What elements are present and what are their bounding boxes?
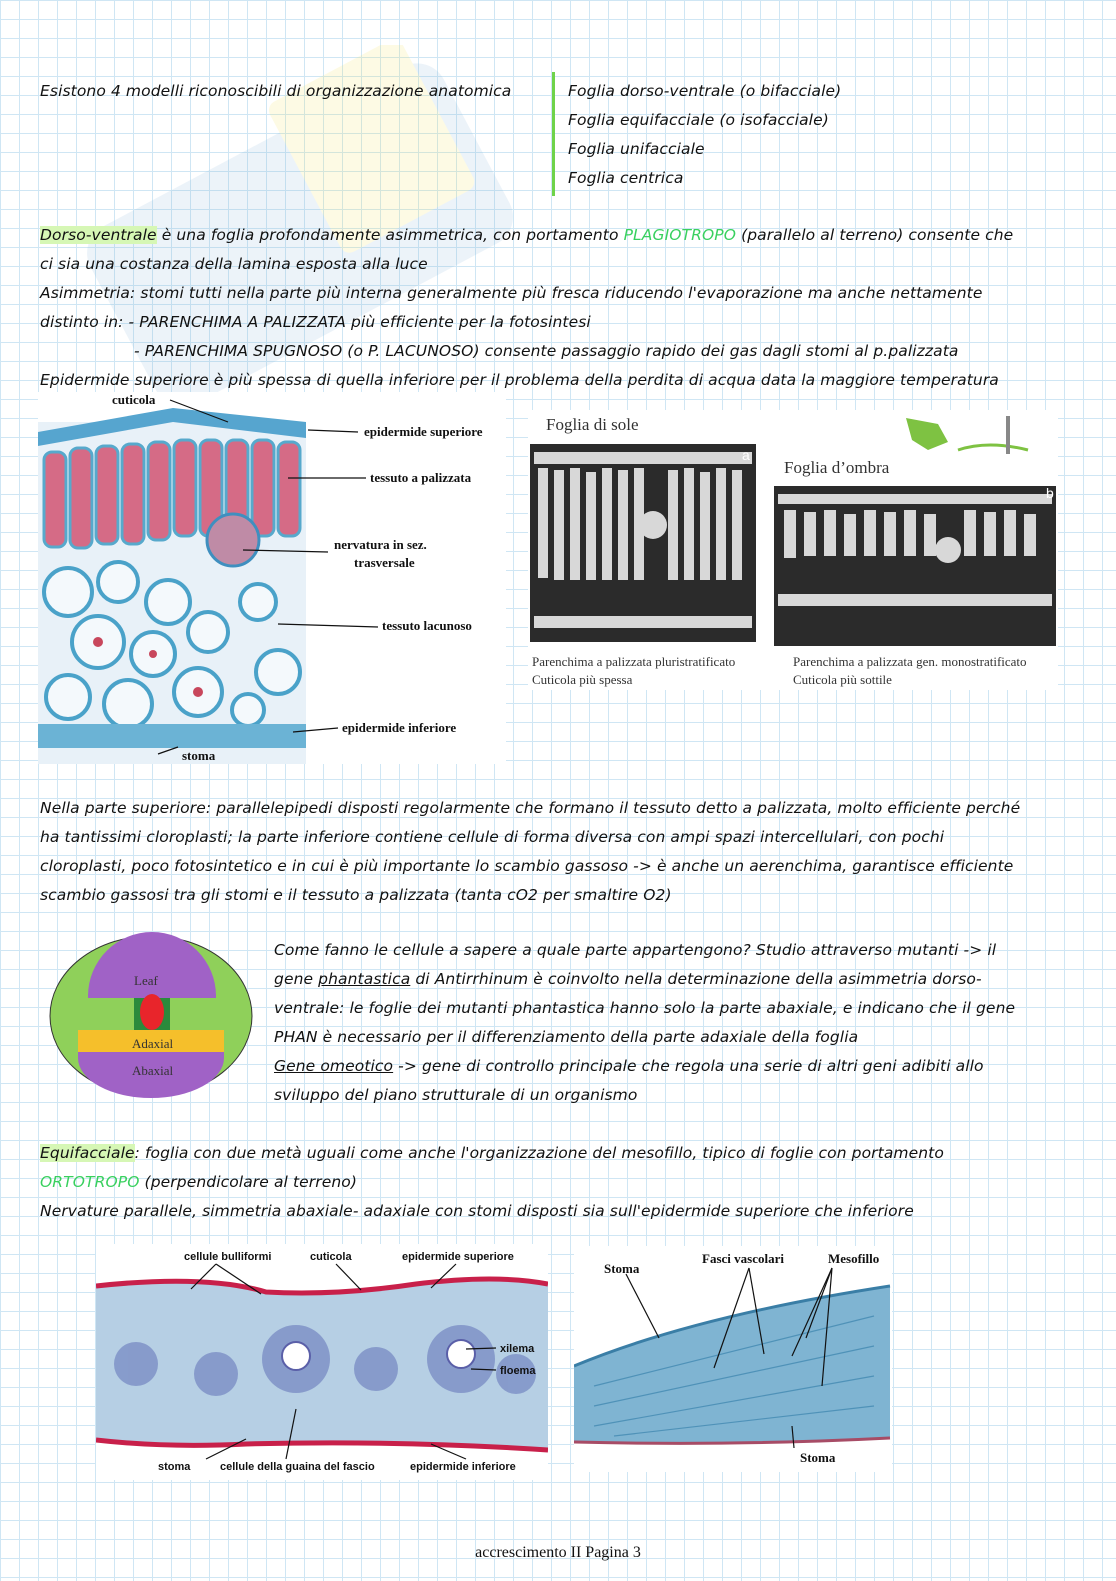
- dorso-line-1: Dorso-ventrale è una foglia profondamente asimmetrica, con portamento PLAGIOTROPO (parallelo al terreno) consente che: [40, 226, 1014, 244]
- equi-line-1: Equifacciale: foglia con due metà uguali come anche l'organizzazione del mesofillo, tipico di foglie con portamento: [40, 1144, 944, 1162]
- fig3-label: cuticola: [310, 1251, 352, 1263]
- sun-caption-1: Parenchima a palizzata pluristratificato: [532, 654, 736, 669]
- figure-sun-shade: [528, 410, 1058, 690]
- fig1-label: tessuto a palizzata: [370, 470, 472, 485]
- mutant-line-3: ventrale: le foglie dei mutanti phantastica hanno solo la parte abaxiale, e indicano che il gene: [274, 999, 1016, 1017]
- figure-mesophyll-section: [574, 1246, 892, 1472]
- mutant-line-5: Gene omeotico -> gene di controllo principale che regola una serie di altri geni adibiti allo: [274, 1057, 984, 1075]
- fig1-label: epidermide inferiore: [342, 720, 457, 735]
- panel-a: a: [742, 447, 750, 463]
- dorso-line-5: - PARENCHIMA SPUGNOSO (o P. LACUNOSO) consente passaggio rapido dei gas dagli stomi al p.palizzata: [134, 342, 959, 360]
- fig3-label: floema: [500, 1365, 536, 1377]
- fig1-label: tessuto lacunoso: [382, 618, 472, 633]
- shade-caption-2: Cuticola più sottile: [793, 672, 892, 687]
- ortotropo: ORTOTROPO: [40, 1173, 140, 1191]
- panel-b: b: [1046, 485, 1054, 501]
- fig1-label: epidermide superiore: [364, 424, 483, 439]
- figure-dorsoventral-section: [38, 392, 506, 764]
- sun-caption-2: Cuticola più spessa: [532, 672, 633, 687]
- plagiotropo: PLAGIOTROPO: [623, 226, 737, 244]
- fig4-label: Stoma: [604, 1261, 640, 1276]
- phantastica: phantastica: [318, 970, 411, 988]
- figure-equifacial-section: [96, 1244, 548, 1480]
- page-footer: accrescimento II Pagina 3: [475, 1544, 641, 1561]
- fig1-label: trasversale: [354, 555, 415, 570]
- model-item: Foglia dorso-ventrale (o bifacciale): [568, 82, 842, 100]
- fig1-label: stoma: [182, 748, 216, 763]
- intro-text: Esistono 4 modelli riconoscibili di organizzazione anatomica: [40, 82, 512, 100]
- para2-line: Nella parte superiore: parallelepipedi disposti regolarmente che formano il tessuto detto a palizzata, molto efficiente perché: [40, 799, 1021, 817]
- shade-title: Foglia d’ombra: [784, 458, 890, 477]
- fig1-label: nervatura in sez.: [334, 537, 427, 552]
- fig3-label: cellule bulliformi: [184, 1251, 272, 1263]
- intro-divider: [552, 72, 555, 196]
- fig3-label: cellule della guaina del fascio: [220, 1461, 375, 1473]
- mutant-line-1: Come fanno le cellule a sapere a quale parte appartengono? Studio attraverso mutanti -> il: [274, 941, 997, 959]
- para2-line: scambio gassosi tra gli stomi e il tessuto a palizzata (tanta cO2 per smaltire O2): [40, 886, 672, 904]
- fig3-label: stoma: [158, 1461, 191, 1473]
- label-leaf: Leaf: [134, 973, 158, 988]
- model-item: Foglia equifacciale (o isofacciale): [568, 111, 829, 129]
- fig4-label: Mesofillo: [828, 1251, 880, 1266]
- label-adaxial: Adaxial: [132, 1036, 174, 1051]
- fig3-label: xilema: [500, 1343, 535, 1355]
- dorso-line-3: Asimmetria: stomi tutti nella parte più interna generalmente più fresca riducendo l'evaporazione ma anche nettamente: [40, 284, 983, 302]
- fig4-label: Fasci vascolari: [702, 1251, 784, 1266]
- dorso-line-6: Epidermide superiore è più spessa di quella inferiore per il problema della perdita di acqua data la maggiore temperatura: [40, 371, 999, 389]
- model-item: Foglia unifacciale: [568, 140, 705, 158]
- mutant-line-6: sviluppo del piano strutturale di un organismo: [274, 1086, 638, 1104]
- fig3-label: epidermide superiore: [402, 1251, 514, 1263]
- fig1-label: cuticola: [112, 392, 156, 407]
- dorso-line-2: ci sia una costanza della lamina esposta alla luce: [40, 255, 428, 273]
- mutant-line-2: gene phantastica di Antirrhinum è coinvolto nella determinazione della asimmetria dorso-: [274, 970, 982, 988]
- label-abaxial: Abaxial: [132, 1063, 174, 1078]
- mutant-line-4: PHAN è necessario per il differenziamento della parte adaxiale della foglia: [274, 1028, 859, 1046]
- shade-caption-1: Parenchima a palizzata gen. monostratificato: [793, 654, 1027, 669]
- equi-line-3: Nervature parallele, simmetria abaxiale- adaxiale con stomi disposti sia sull'epidermide superiore che inferiore: [40, 1202, 914, 1220]
- antirrhinum: Antirrhinum: [434, 970, 529, 988]
- gene-omeotico: Gene omeotico: [274, 1057, 394, 1075]
- equi-line-2: ORTOTROPO (perpendicolare al terreno): [40, 1173, 358, 1191]
- para2-line: cloroplasti, poco fotosintetico e in cui è più importante lo scambio gassoso -> è anche un aerenchima, garantisce efficiente: [40, 857, 1014, 875]
- fig3-label: epidermide inferiore: [410, 1461, 516, 1473]
- fig4-label: Stoma: [800, 1450, 836, 1465]
- dorso-term: Dorso-ventrale: [40, 226, 157, 244]
- sun-title: Foglia di sole: [546, 415, 639, 434]
- equi-term: Equifacciale: [40, 1144, 135, 1162]
- para2-line: ha tantissimi cloroplasti; la parte inferiore contiene cellule di forma diversa con ampi spazi intercellulari, con pochi: [40, 828, 945, 846]
- leaf-polarity-diagram: [48, 928, 254, 1100]
- dorso-line-4: distinto in: - PARENCHIMA A PALIZZATA più efficiente per la fotosintesi: [40, 313, 591, 331]
- model-item: Foglia centrica: [568, 169, 684, 187]
